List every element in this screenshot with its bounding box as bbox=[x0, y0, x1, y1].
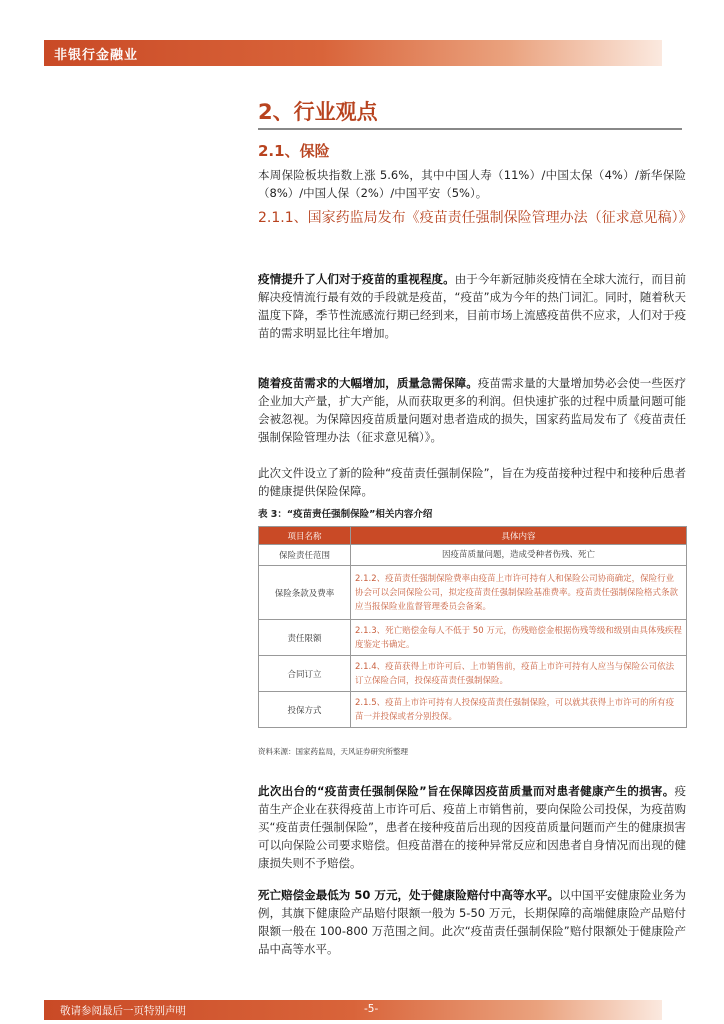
paragraph-demand bbox=[258, 270, 686, 342]
header-title: 非银行金融业 bbox=[54, 48, 139, 63]
table-header-content: 具体内容 bbox=[351, 527, 687, 545]
paragraph-purpose bbox=[258, 782, 686, 872]
subsubsection-title: 2.1.1、国家药监局发布《疫苗责任强制保险管理办法（征求意见稿）》 bbox=[258, 210, 693, 226]
paragraph-compensation-text: 以中国平安健康险业务为例，其旗下健康险产品赔付限额一般为 5-50 万元，长期保障的高端健康险产品赔付限额一般在 100-800 万范围之间。此次“疫苗责任强制保险”赔付限额处于健康险产品中高等水平。 bbox=[258, 888, 687, 956]
table-row bbox=[259, 566, 687, 620]
table-caption: 表 3：“疫苗责任强制保险”相关内容介绍 bbox=[258, 509, 433, 520]
table-source: 资料来源：国家药监局，天风证券研究所整理 bbox=[258, 747, 408, 756]
table-cell-name: 保险条款及费率 bbox=[259, 566, 351, 620]
footer-bar bbox=[44, 1000, 662, 1020]
footer-disclaimer: 敬请参阅最后一页特别声明 bbox=[60, 1005, 186, 1017]
section-title: 2、行业观点 bbox=[258, 100, 378, 124]
paragraph-quality-text: 疫苗需求量的大量增加势必会使一些医疗企业加大产量，扩大产能，从而获取更多的利润。但快速扩张的过程中质量问题可能会被忽视。为保障因疫苗质量问题对患者造成的损失，国家药监局发布了《疫苗责任强制保险管理办法（征求意见稿）》。 bbox=[258, 376, 687, 444]
paragraph-purpose-lead: 此次出台的“疫苗责任强制保险”旨在保障因疫苗质量而对患者健康产生的损害。 bbox=[258, 784, 675, 798]
table-row bbox=[259, 545, 687, 566]
table-cell-content: 2.1.2、疫苗责任强制保险费率由疫苗上市许可持有人和保险公司协商确定，保险行业协会可以会同保险公司，拟定疫苗责任强制保险基准费率。疫苗责任强制保险格式条款应当报保险业监督管理委员会备案。 bbox=[351, 566, 687, 620]
paragraph-demand-lead: 疫情提升了人们对于疫苗的重视程度。 bbox=[258, 272, 455, 286]
table-cell-content: 2.1.3、死亡赔偿金每人不低于 50 万元，伤残赔偿金根据伤残等级和级别由具体残疾程度鉴定书确定。 bbox=[351, 620, 687, 656]
paragraph-compensation-lead: 死亡赔偿金最低为 50 万元，处于健康险赔付中高等水平。 bbox=[258, 888, 560, 902]
insurance-table bbox=[258, 526, 687, 728]
table-row bbox=[259, 620, 687, 656]
paragraph-compensation bbox=[258, 886, 686, 958]
subsection-title: 2.1、保险 bbox=[258, 142, 330, 160]
paragraph-demand-text: 由于今年新冠肺炎疫情在全球大流行，而目前解决疫情流行最有效的手段就是疫苗，“疫苗”成为今年的热门词汇。同时，随着秋天温度下降，季节性流感流行期已经到来，目前市场上流感疫苗供不应求，人们对于疫苗的需求明显比往年增加。 bbox=[258, 272, 687, 340]
paragraph-new-insurance bbox=[258, 464, 686, 500]
paragraph-purpose-text: 疫苗生产企业在获得疫苗上市许可后、疫苗上市销售前，要向保险公司投保，为疫苗购买“疫苗责任强制保险”，患者在接种疫苗后出现的因疫苗质量问题而产生的健康损害可以向保险公司要求赔偿。但疫苗潜在的接种异常反应和因患者自身情况而出现的健康损失则不予赔偿。 bbox=[258, 784, 686, 870]
table-row bbox=[259, 692, 687, 728]
header-bar bbox=[44, 40, 662, 66]
table-cell-name: 合同订立 bbox=[259, 656, 351, 692]
table-header-name: 项目名称 bbox=[259, 527, 351, 545]
table-row bbox=[259, 656, 687, 692]
paragraph-quality-lead: 随着疫苗需求的大幅增加，质量急需保障。 bbox=[258, 376, 478, 390]
intro-paragraph: 本周保险板块指数上涨 5.6%，其中中国人寿（11%）/中国太保（4%）/新华保险（8%）/中国人保（2%）/中国平安（5%）。 bbox=[258, 168, 686, 200]
table-cell-name: 责任限额 bbox=[259, 620, 351, 656]
table-header-row bbox=[259, 527, 687, 545]
paragraph-quality bbox=[258, 374, 686, 446]
table-cell-content: 2.1.5、疫苗上市许可持有人投保疫苗责任强制保险，可以就其获得上市许可的所有疫苗一并投保或者分别投保。 bbox=[351, 692, 687, 728]
paragraph-new-insurance-text: 此次文件设立了新的险种“疫苗责任强制保险”，旨在为疫苗接种过程中和接种后患者的健康提供保险保障。 bbox=[258, 466, 686, 498]
table-cell-name: 投保方式 bbox=[259, 692, 351, 728]
page-number: -5- bbox=[364, 1003, 379, 1015]
section-divider bbox=[258, 128, 682, 130]
table-cell-name: 保险责任范围 bbox=[259, 545, 351, 566]
table-cell-content: 因疫苗质量问题，造成受种者伤残、死亡 bbox=[351, 545, 687, 566]
table-cell-content: 2.1.4、疫苗获得上市许可后、上市销售前，疫苗上市许可持有人应当与保险公司依法订立保险合同，投保疫苗责任强制保险。 bbox=[351, 656, 687, 692]
